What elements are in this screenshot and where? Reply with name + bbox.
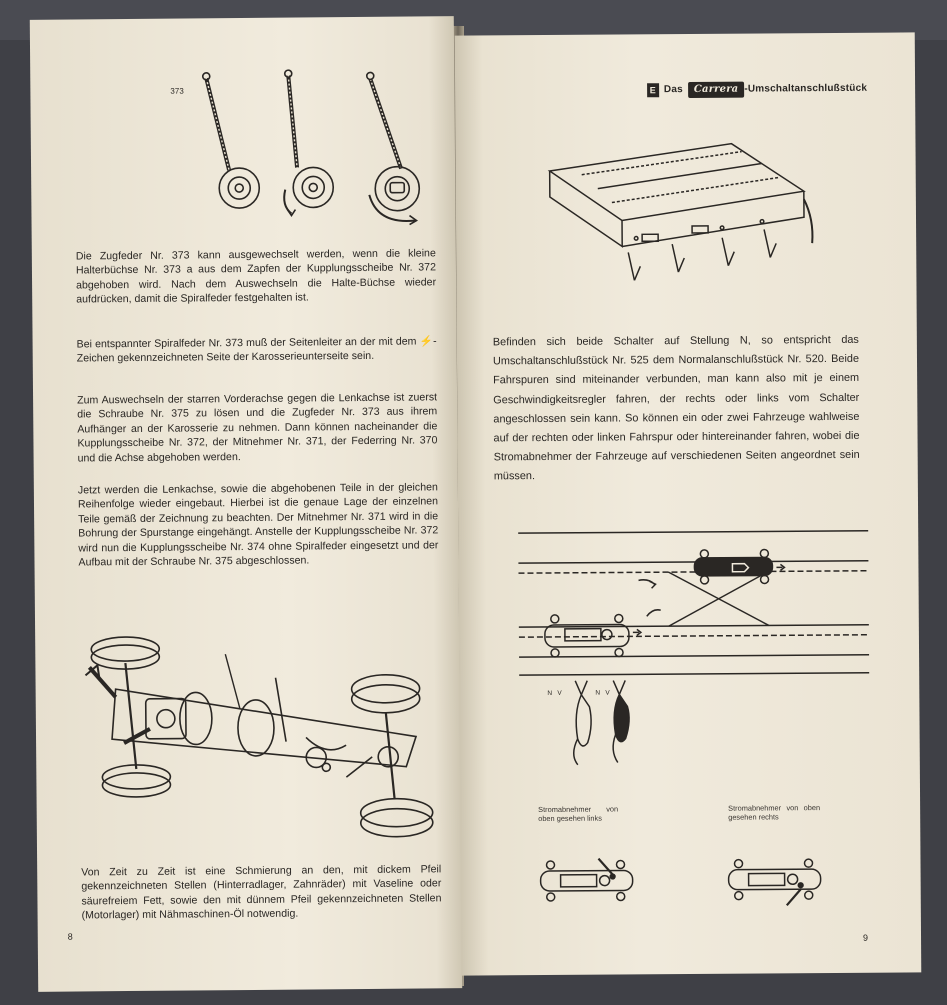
page-number-left: 8 [67,931,73,942]
caption-pickup-left: Stromabnehmer von oben gesehen links [538,804,619,824]
figure-label-373: 373 [170,86,184,96]
spring-figure [200,68,431,230]
paragraph-lubrication: Von Zeit zu Zeit ist eine Schmierung an den, mit dickem Pfeil gekennzeichneten Stellen (Hinterradlager, Zahnräder) mit Vaseline oder säurefreiem Fett, sowie den mit dünnem Pfeil gekennzeichneten Stellen (Motorlager) mit Nähmaschinen-Öl notwendig. [81,863,442,922]
paragraph-axle-change: Zum Auswechseln der starren Vorderachse gegen die Lenkachse ist zuerst die Schraube Nr. 375 zu lösen und die Zugfeder Nr. 373 aus ihrem Aufhänger an der Karosserie zu nehmen. Dann können nacheinander die Kupplungsscheibe Nr. 372, der Mitnehmer Nr. 371, der Federring Nr. 370 und die Achse abgehoben werden. [77,391,438,465]
section-header [647,81,867,99]
paragraph-spring-change: Die Zugfeder Nr. 373 kann ausgewechselt werden, wenn die kleine Halterbüchse Nr. 373 a aus dem Zapfen der Kupplungsscheibe Nr. 372 abgehoben wird. Nach dem Auswechseln die Halte-Büchse wieder aufdrücken, damit die Spiralfeder festgehalten ist. [75,247,437,306]
caption-pickup-right: Stromabnehmer von oben gesehen rechts [728,803,821,822]
carrera-logo: Carrera [688,82,745,99]
switch-label-v1: V [557,689,562,697]
pickup-right-figure [722,851,832,912]
section-badge: E [647,83,659,97]
pickup-left-figure [534,852,644,913]
switch-label-n1: N [547,689,553,697]
right-page [455,32,922,975]
header-prefix: Das [663,84,683,96]
page-number-right: 9 [862,932,869,943]
left-page [30,16,462,992]
track-crossing-diagram [518,527,870,769]
switch-label-n2: N [595,689,601,697]
paragraph-spring-tension: Bei entspannter Spiralfeder Nr. 373 muß der Seitenleiter an der mit dem ⚡-Zeichen gekennzeichneten Seite der Karosserieunterseite sein. [76,335,437,365]
paragraph-switch-position: Befinden sich beide Schalter auf Stellung N, so entspricht das Umschaltanschlußstück Nr. 525 dem Normalanschlußstück Nr. 520. Beide Fahrspuren sind miteinander verbunden, man kann also mit je einem Geschwindigkeitsregler fahren, der rechts oder links vom Schalter angeschlossen sein kann. So können ein oder zwei Fahrzeuge wahlweise auf der rechten oder linken Fahrspur oder hintereinander fahren, wobei die Stromabnehmer der Fahrzeuge auf verschiedenen Seiten angeordnet sein müssen. [492,333,860,483]
track-piece-figure [541,139,812,291]
switch-label-v2: V [605,689,610,697]
paragraph-reassembly: Jetzt werden die Lenkachse, sowie die abgehobenen Teile in der gleichen Reihenfolge wieder eingebaut. Hierbei ist die genaue Lage der einzelnen Teile gemäß der Zeichnung zu beachten. Der Mitnehmer Nr. 371 wird in die Bohrung der Spurstange eingehängt. Anstelle der Kupplungsscheibe Nr. 372 wird nun die Kupplungsscheibe Nr. 374 ohne Spiralfeder eingesetzt und der Aufbau mit der Schraube Nr. 375 abgeschlossen. [77,481,439,569]
header-suffix: -Umschaltanschlußstück [744,82,868,95]
chassis-figure [75,616,447,859]
